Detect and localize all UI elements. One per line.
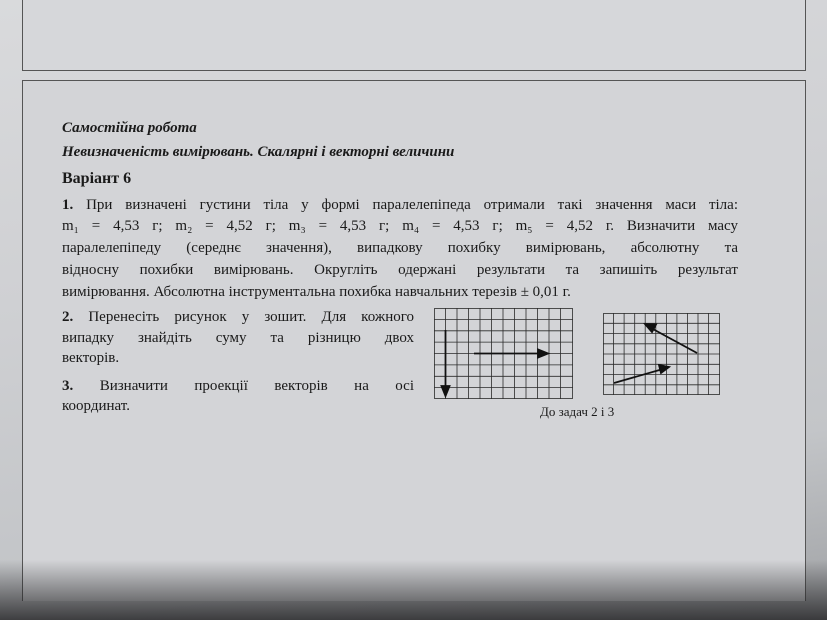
task2-line1	[62, 309, 414, 326]
diagonal-vector-up-left	[651, 328, 697, 353]
task2-line3: векторів.	[62, 350, 120, 366]
figure-caption: До задач 2 і 3	[540, 404, 615, 419]
task3-line2: координат.	[62, 398, 130, 414]
task1-line5: вимірювання. Абсолютна інструментальна похибка навчальних терезів ± 0,01 г.	[62, 284, 571, 300]
variant-heading: Варіант 6	[62, 170, 132, 187]
task1-line1	[62, 197, 738, 214]
previous-page	[22, 0, 806, 71]
arrow-head-up-right	[659, 365, 669, 373]
vectors-left	[442, 330, 549, 396]
page-subtitle: Невизначеність вимірювань. Скалярні і векторні величини	[62, 144, 455, 160]
vector-grid-right	[603, 313, 721, 396]
task2-line2: випадку знайдіть суму та різницю двох	[62, 330, 414, 346]
task1-text1: При визначені густини тіла у формі паралелепіпеда отримали такі значення маси тіла:	[86, 197, 738, 213]
arrow-head-down	[442, 386, 450, 396]
task3-text1: Визначити проекції векторів на осі	[99, 378, 415, 394]
task1-line4: відносну похибки вимірювань. Округліть одержані результати та запишіть результат	[62, 262, 738, 278]
task2-text1: Перенесіть рисунок у зошит. Для кожного	[88, 309, 415, 325]
vector-grid-left	[434, 308, 574, 400]
task1-line3: паралелепіпеду (середнє значення), випадкову похибку вимірювань, абсолютну та	[62, 240, 738, 256]
task2-number: 2.	[62, 309, 74, 325]
task3-line1	[62, 378, 414, 395]
task1-number: 1.	[62, 197, 74, 213]
arrow-head-right	[538, 350, 548, 358]
task3-number: 3.	[62, 378, 74, 394]
task1-line2: m₁ = 4,53 г; m₂ = 4,52 г; m₃ = 4,53 г; m₄ = 4,53 г; m₅ = 4,52 г. Визначити масу	[62, 218, 738, 234]
bottom-shadow	[0, 560, 827, 620]
page-title: Самостійна робота	[62, 120, 197, 136]
